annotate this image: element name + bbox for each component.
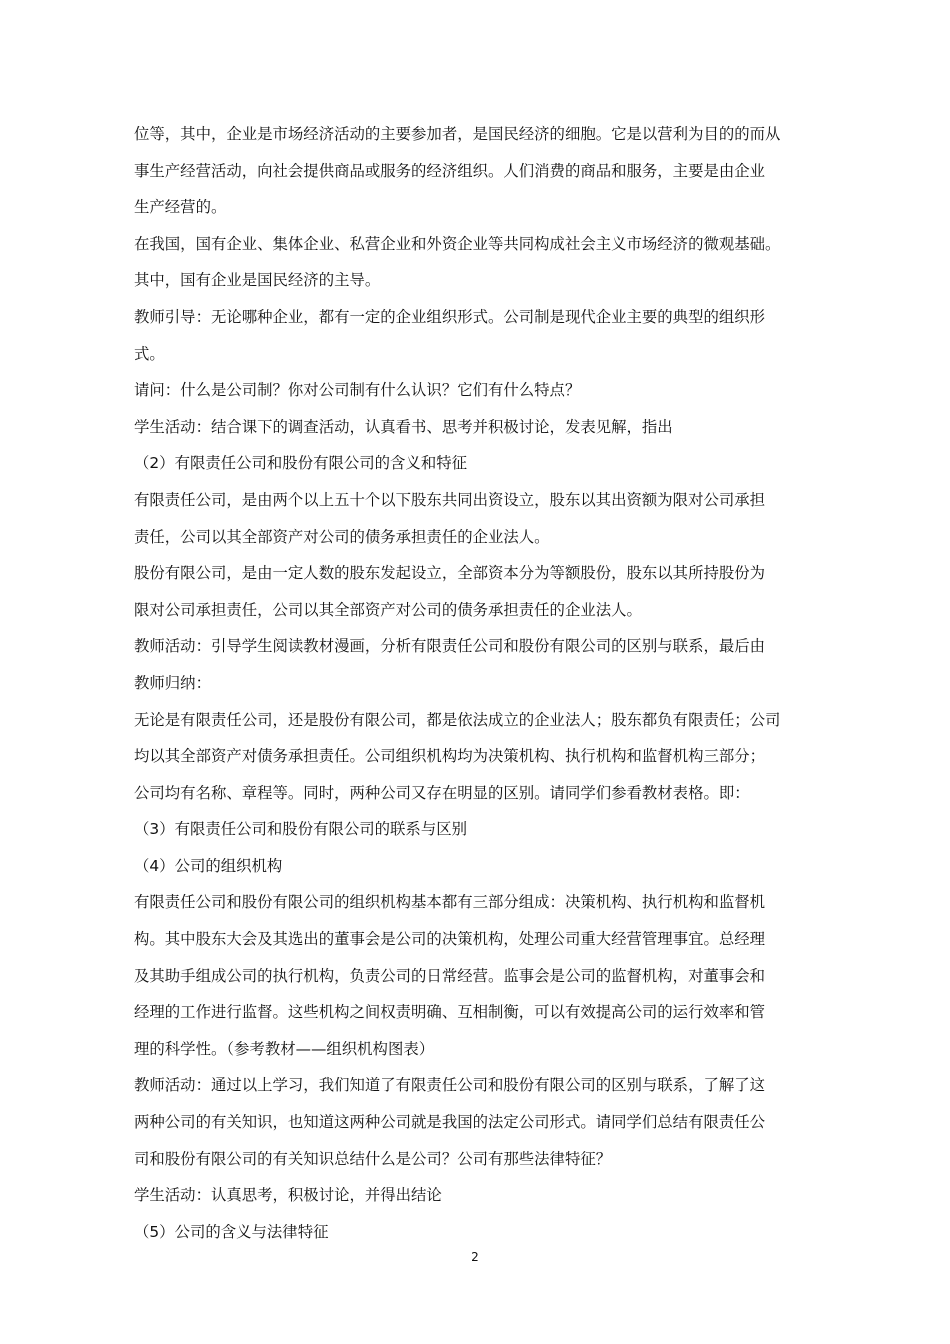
body-line-26: 理的科学性。（参考教材——组织机构图表）: [134, 1039, 435, 1058]
body-line-9: 学生活动：结合课下的调查活动，认真看书、思考并积极讨论，发表见解，指出: [134, 417, 673, 436]
page-number: 2: [471, 1250, 479, 1264]
body-line-13: 股份有限公司，是由一定人数的股东发起设立，全部资本分为等额股份，股东以其所持股份为: [134, 564, 766, 583]
body-line-28: 两种公司的有关知识，也知道这两种公司就是我国的法定公司形式。请同学们总结有限责任公: [134, 1113, 766, 1132]
body-line-16: 教师归纳：: [134, 673, 211, 692]
body-line-23: 构。其中股东大会及其选出的董事会是公司的决策机构，处理公司重大经营管理事宜。总经理: [134, 930, 766, 949]
body-line-15: 教师活动：引导学生阅读教材漫画，分析有限责任公司和股份有限公司的区别与联系，最后由: [134, 637, 766, 656]
body-line-17: 无论是有限责任公司，还是股份有限公司，都是依法成立的企业法人；股东都负有限责任；公司: [134, 710, 781, 729]
body-line-5: 其中，国有企业是国民经济的主导。: [134, 271, 381, 290]
body-line-8: 请问：什么是公司制？你对公司制有什么认识？它们有什么特点？: [134, 381, 581, 400]
body-line-3: 生产经营的。: [134, 198, 227, 217]
body-line-2: 事生产经营活动，向社会提供商品或服务的经济组织。人们消费的商品和服务，主要是由企业: [134, 161, 766, 180]
body-line-4: 在我国，国有企业、集体企业、私营企业和外资企业等共同构成社会主义市场经济的微观基础。: [134, 234, 781, 253]
body-line-25: 经理的工作进行监督。这些机构之间权责明确、互相制衡，可以有效提高公司的运行效率和管: [134, 1003, 766, 1022]
body-line-24: 及其助手组成公司的执行机构，负责公司的日常经营。监事会是公司的监督机构，对董事会和: [134, 966, 766, 985]
body-line-29: 司和股份有限公司的有关知识总结什么是公司？公司有那些法律特征？: [134, 1149, 612, 1168]
body-line-19: 公司均有名称、章程等。同时，两种公司又存在明显的区别。请同学们参看教材表格。即：: [134, 783, 750, 802]
body-line-12: 责任，公司以其全部资产对公司的债务承担责任的企业法人。: [134, 527, 550, 546]
body-line-30: 学生活动：认真思考，积极讨论，并得出结论: [134, 1186, 442, 1205]
body-line-1: 位等，其中，企业是市场经济活动的主要参加者，是国民经济的细胞。它是以营利为目的的而从: [134, 125, 781, 143]
body-line-14: 限对公司承担责任，公司以其全部资产对公司的债务承担责任的企业法人。: [134, 600, 642, 619]
section-heading-2: （2）有限责任公司和股份有限公司的含义和特征: [134, 454, 467, 473]
section-heading-3: （3）有限责任公司和股份有限公司的联系与区别: [134, 820, 467, 839]
body-line-6: 教师引导：无论哪种企业，都有一定的企业组织形式。公司制是现代企业主要的典型的组织形: [134, 307, 766, 326]
body-line-18: 均以其全部资产对债务承担责任。公司组织机构均为决策机构、执行机构和监督机构三部分；: [134, 747, 766, 766]
body-line-7: 式。: [134, 344, 165, 363]
body-line-22: 有限责任公司和股份有限公司的组织机构基本都有三部分组成：决策机构、执行机构和监督机: [134, 893, 766, 912]
body-line-27: 教师活动：通过以上学习，我们知道了有限责任公司和股份有限公司的区别与联系，了解了这: [134, 1076, 766, 1095]
section-heading-4: （4）公司的组织机构: [134, 856, 283, 875]
section-heading-5: （5）公司的含义与法律特征: [134, 1222, 329, 1241]
document-body: [134, 116, 824, 1250]
body-line-11: 有限责任公司，是由两个以上五十个以下股东共同出资设立，股东以其出资额为限对公司承担: [134, 490, 766, 509]
